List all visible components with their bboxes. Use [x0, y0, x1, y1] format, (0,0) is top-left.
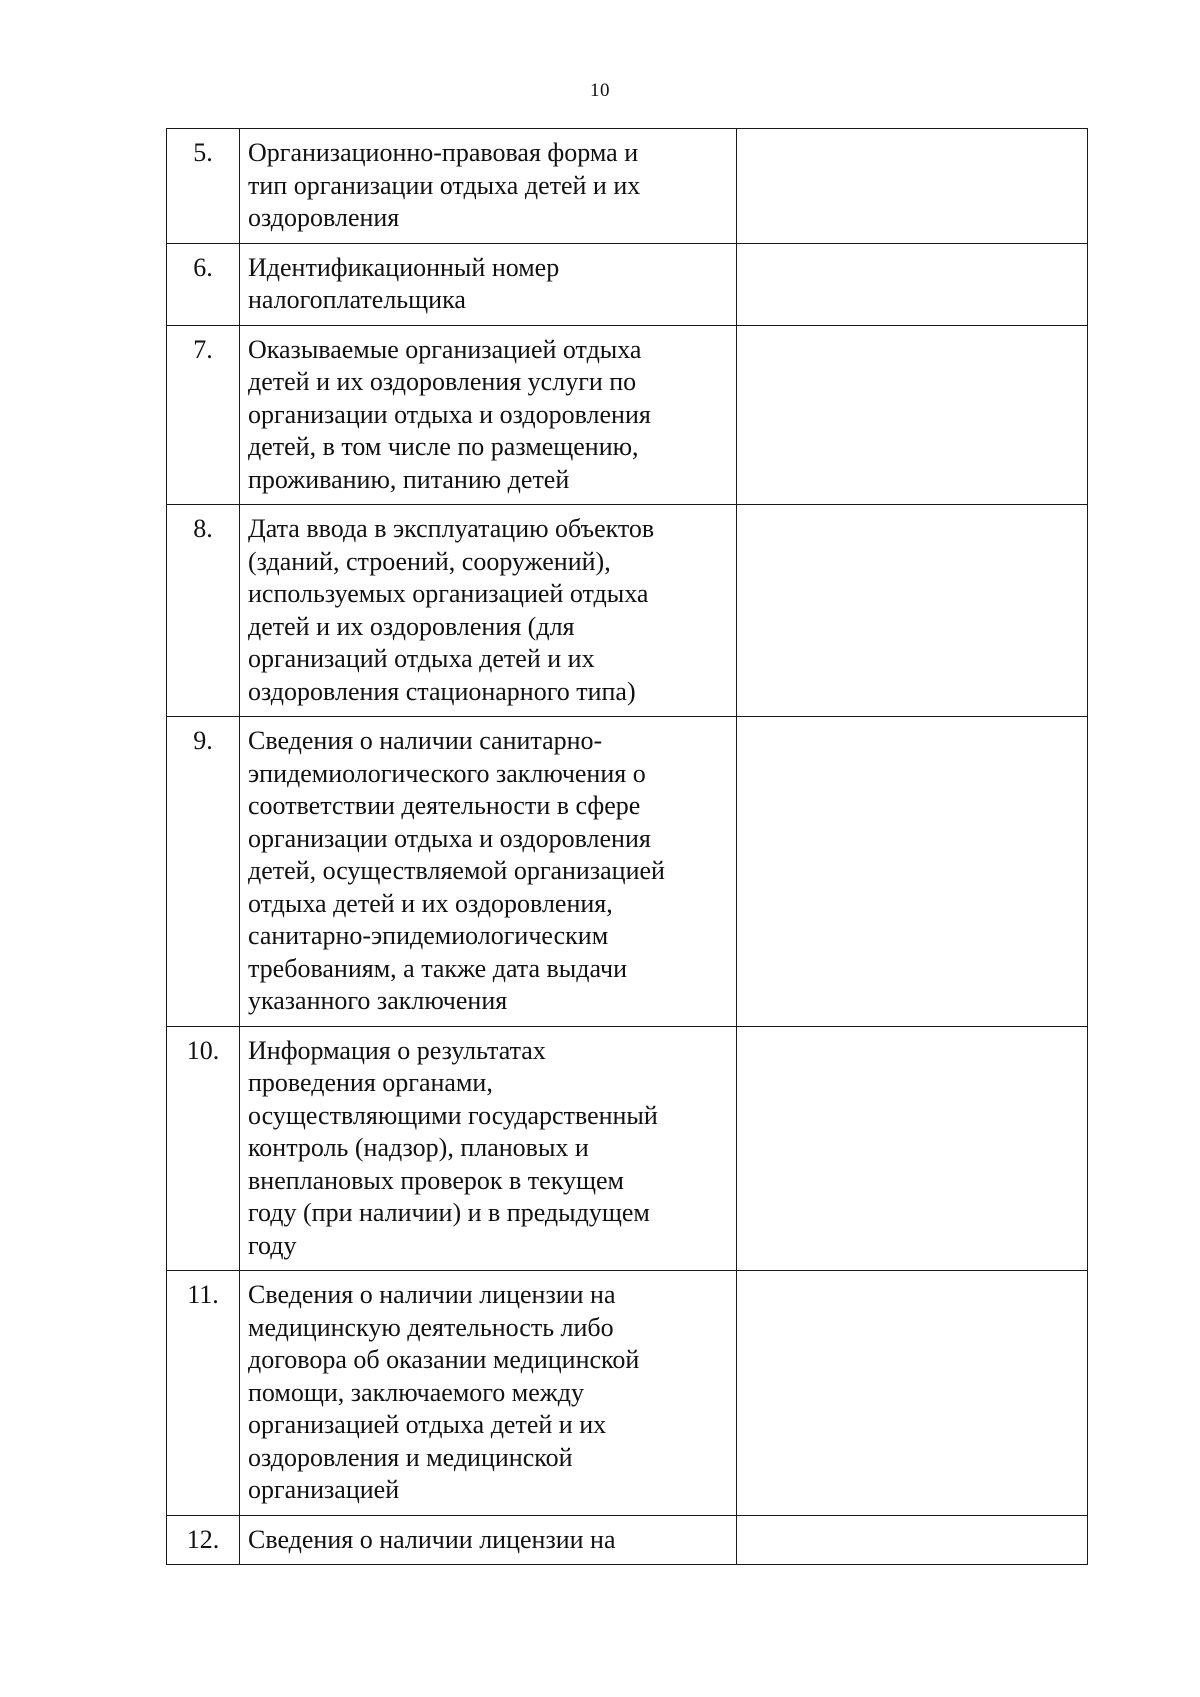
row-description: [240, 129, 737, 244]
table-row: [167, 1026, 1088, 1271]
description-line: соответствии деятельности в сфере: [248, 791, 641, 820]
row-number: 12.: [167, 1515, 240, 1565]
row-number: 11.: [167, 1271, 240, 1516]
row-value-field[interactable]: [737, 1026, 1088, 1271]
row-number: 8.: [167, 505, 240, 717]
table-row: [167, 129, 1088, 244]
description-line: проведения органами,: [248, 1068, 493, 1097]
description-line: проживанию, питанию детей: [248, 464, 570, 494]
description-line: оздоровления стационарного типа): [248, 676, 636, 706]
description-line: санитарно-эпидемиологическим: [248, 921, 609, 950]
description-line: детей и их оздоровления (для: [248, 611, 575, 641]
description-line: организацией: [248, 1475, 400, 1504]
row-value-field[interactable]: [737, 1271, 1088, 1516]
description-line: Дата ввода в эксплуатацию объектов: [248, 514, 655, 543]
description-line: (зданий, строений, сооружений),: [248, 546, 611, 576]
description-line: медицинскую деятельность либо: [248, 1312, 614, 1342]
row-number: 6.: [167, 243, 240, 325]
table-row: [167, 717, 1088, 1027]
description-line: организации отдыха и оздоровления: [248, 823, 651, 853]
page-number: 10: [590, 80, 610, 101]
description-line: Сведения о наличии лицензии на: [248, 1280, 616, 1309]
description-line: налогоплательщика: [248, 285, 466, 314]
table-row: [167, 325, 1088, 505]
description-line: году (при наличии) и в предыдущем: [248, 1198, 650, 1227]
description-line: организации отдыха и оздоровления: [248, 399, 651, 429]
description-line: договора об оказании медицинской: [248, 1345, 640, 1374]
description-line: требованиям, а также дата выдачи: [248, 953, 627, 983]
description-line: Организационно-правовая форма и: [248, 138, 639, 167]
description-line: тип организации отдыха детей и их: [248, 170, 641, 200]
description-line: указанного заключения: [248, 986, 508, 1015]
row-value-field[interactable]: [737, 129, 1088, 244]
row-description: [240, 243, 737, 325]
table-row: [167, 1515, 1088, 1565]
description-line: отдыха детей и их оздоровления,: [248, 888, 613, 918]
row-value-field[interactable]: [737, 243, 1088, 325]
description-line: детей, в том числе по размещению,: [248, 432, 639, 461]
row-description: [240, 1271, 737, 1516]
description-line: Идентификационный номер: [248, 252, 560, 282]
description-line: Сведения о наличии санитарно-: [248, 726, 603, 755]
table-row: [167, 243, 1088, 325]
description-line: помощи, заключаемого между: [248, 1377, 584, 1407]
description-line: оздоровления: [248, 203, 400, 232]
form-table: [166, 128, 1088, 1565]
description-line: контроль (надзор), плановых и: [248, 1133, 589, 1162]
description-line: Оказываемые организацией отдыха: [248, 334, 642, 364]
row-description: [240, 1515, 737, 1565]
description-line: внеплановых проверок в текущем: [248, 1165, 624, 1195]
description-line: организаций отдыха детей и их: [248, 644, 595, 673]
row-number: 9.: [167, 717, 240, 1027]
description-line: Информация о результатах: [248, 1035, 546, 1065]
description-line: эпидемиологического заключения о: [248, 758, 646, 788]
row-value-field[interactable]: [737, 505, 1088, 717]
description-line: детей, осуществляемой организацией: [248, 856, 665, 885]
description-line: используемых организацией отдыха: [248, 579, 649, 608]
row-description: [240, 1026, 737, 1271]
row-value-field[interactable]: [737, 1515, 1088, 1565]
row-number: 7.: [167, 325, 240, 505]
row-value-field[interactable]: [737, 717, 1088, 1027]
table-row: [167, 505, 1088, 717]
row-description: [240, 325, 737, 505]
description-line: Сведения о наличии лицензии на: [248, 1524, 616, 1554]
description-line: оздоровления и медицинской: [248, 1442, 573, 1472]
description-line: году: [248, 1230, 297, 1260]
row-number: 10.: [167, 1026, 240, 1271]
row-value-field[interactable]: [737, 325, 1088, 505]
description-line: детей и их оздоровления услуги по: [248, 367, 637, 396]
row-description: [240, 717, 737, 1027]
description-line: осуществляющими государственный: [248, 1100, 658, 1130]
table-body: [167, 129, 1088, 1565]
description-line: организацией отдыха детей и их: [248, 1410, 607, 1439]
row-description: [240, 505, 737, 717]
table-row: [167, 1271, 1088, 1516]
row-number: 5.: [167, 129, 240, 244]
